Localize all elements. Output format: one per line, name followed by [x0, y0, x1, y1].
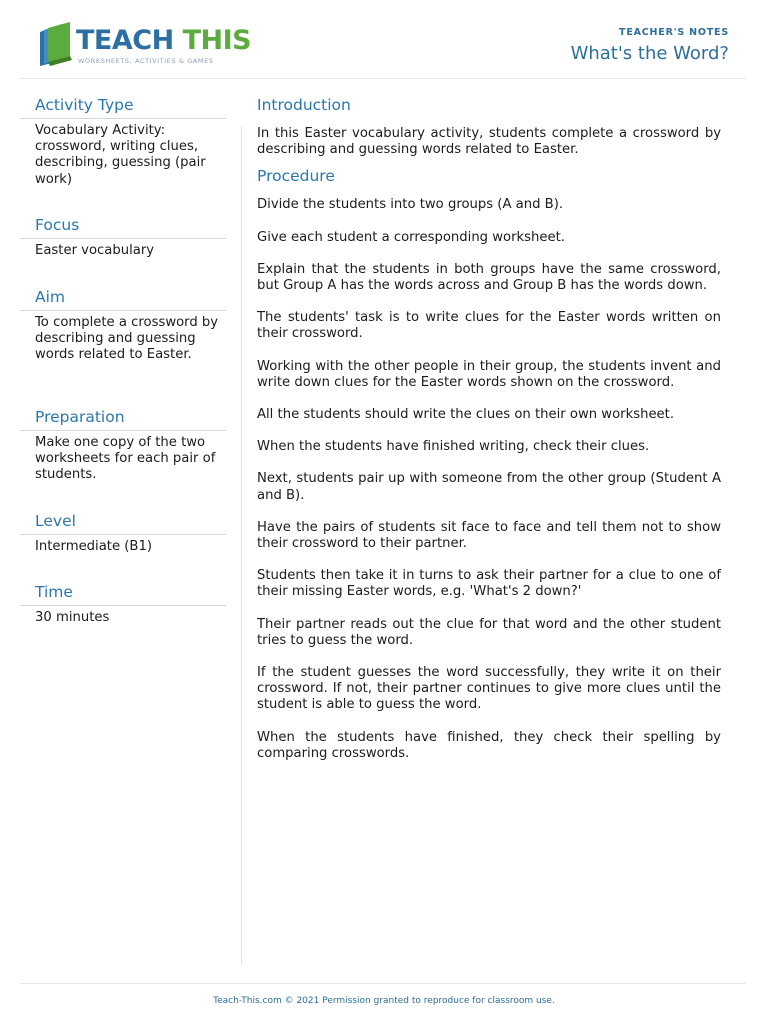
footer-copyright: Teach-This.com © 2021 Permission granted to reproduce for classroom use. [213, 996, 555, 1006]
main-content [257, 92, 721, 762]
book-logo-icon [36, 22, 76, 68]
section-body: Easter vocabulary [35, 243, 155, 258]
aim-section [20, 284, 226, 404]
procedure-step: Give each student a corresponding worksheet. [257, 229, 565, 245]
section-body: Intermediate (B1) [35, 539, 153, 554]
procedure-step: The students' task is to write clues for the Easter words written on their crossword. [257, 310, 721, 342]
introduction-text: In this Easter vocabulary activity, students complete a crossword by describing and guessing words related to Easter. [257, 126, 721, 158]
section-heading: Time [20, 579, 226, 606]
procedure-step: Students then take it in turns to ask their partner for a clue to one of their missing Easter words, e.g. 'What's 2 down?' [257, 568, 721, 600]
page-title: What's the Word? [570, 43, 729, 64]
section-heading: Focus [20, 212, 226, 239]
footer-divider [20, 983, 746, 984]
time-section [20, 579, 226, 639]
info-sidebar [20, 92, 226, 639]
teachers-notes-label: TEACHER'S NOTES [619, 27, 729, 38]
section-body: 30 minutes [35, 610, 110, 625]
activity-type-section [20, 92, 226, 212]
procedure-step: Have the pairs of students sit face to face and tell them not to show their crossword to their partner. [257, 519, 721, 552]
section-heading: Preparation [20, 404, 226, 431]
focus-section [20, 212, 226, 284]
column-divider [241, 126, 242, 964]
procedure-step: Their partner reads out the clue for that word and the other student tries to guess the word. [257, 616, 721, 648]
procedure-step: Divide the students into two groups (A and B). [257, 197, 564, 213]
logo-tagline: WORKSHEETS, ACTIVITIES & GAMES [78, 57, 214, 65]
section-body: Vocabulary Activity: crossword, writing clues, describing, guessing (pair work) [35, 123, 206, 187]
procedure-step: Working with the other people in their group, the students invent and write down clues for the Easter words shown on the crossword. [257, 358, 721, 390]
procedure-step: When the students have finished writing, check their clues. [257, 439, 650, 455]
procedure-step: Explain that the students in both groups have the same crossword, but Group A has the words across and Group B has the words down. [257, 261, 721, 294]
level-section [20, 508, 226, 579]
introduction-heading: Introduction [257, 96, 351, 114]
section-body: Make one copy of the two worksheets for each pair of students. [35, 435, 216, 483]
procedure-step: Next, students pair up with someone from the other group (Student A and B). [257, 471, 721, 503]
procedure-heading: Procedure [257, 167, 335, 186]
section-heading: Activity Type [20, 92, 226, 119]
procedure-step: If the student guesses the word successfully, they write it on their crossword. If not, their partner continues to give more clues until the student is able to guess the word. [257, 665, 721, 713]
procedure-list [257, 197, 721, 762]
logo-wordmark: TEACH THIS [76, 25, 252, 56]
section-heading: Aim [20, 284, 226, 311]
preparation-section [20, 404, 226, 508]
page-header [20, 0, 746, 79]
section-heading: Level [20, 508, 226, 535]
section-body: To complete a crossword by describing and guessing words related to Easter. [35, 315, 219, 363]
procedure-step: All the students should write the clues on their own worksheet. [257, 407, 675, 423]
procedure-step: When the students have finished, they check their spelling by comparing crosswords. [257, 729, 721, 761]
